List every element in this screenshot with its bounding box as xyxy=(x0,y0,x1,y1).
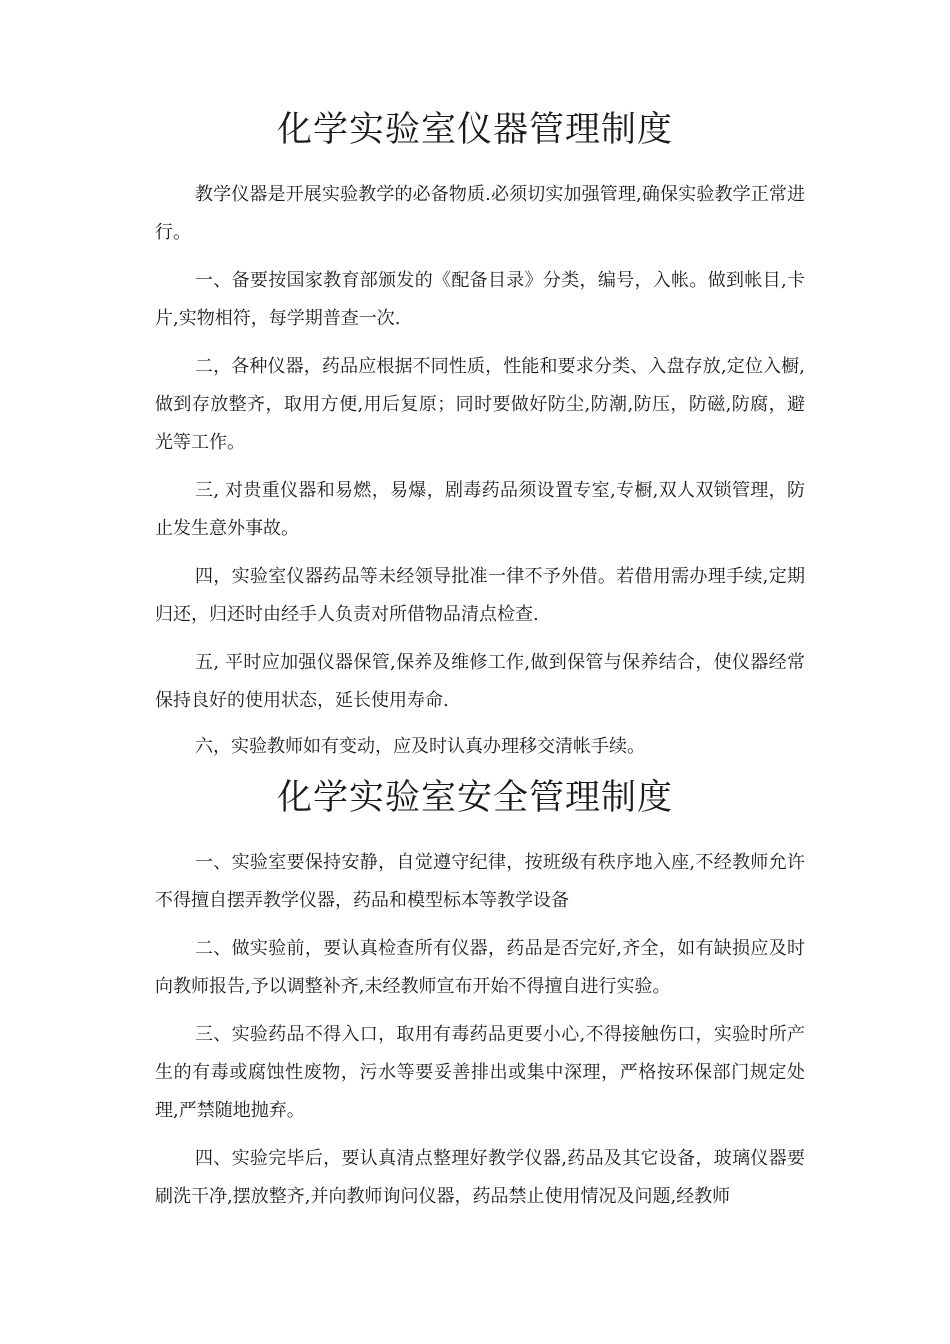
section-1-paragraph-intro: 教学仪器是开展实验教学的必备物质.必须切实加强管理,确保实验教学正常进行。 xyxy=(155,184,805,243)
section-1-paragraph-3: 三, 对贵重仪器和易燃，易爆，剧毒药品须设置专室,专橱,双人双锁管理，防止发生意外事故。 xyxy=(155,480,805,539)
section-2-title: 化学实验室安全管理制度 xyxy=(276,778,673,818)
section-2-paragraph-3: 三、实验药品不得入口，取用有毒药品更要小心,不得接触伤口，实验时所产生的有毒或腐蚀性废物，污水等要妥善排出或集中深理，严格按环保部门规定处理,严禁随地抛弃。 xyxy=(155,1024,805,1121)
section-2-paragraph-2: 二、做实验前，要认真检查所有仪器，药品是否完好,齐全，如有缺损应及时向教师报告,予以调整补齐,未经教师宣布开始不得擅自进行实验。 xyxy=(155,938,805,997)
section-1-paragraph-5: 五, 平时应加强仪器保管,保养及维修工作,做到保管与保养结合，使仪器经常保持良好的使用状态，延长使用寿命. xyxy=(155,652,805,711)
section-1-paragraph-4: 四，实验室仪器药品等未经领导批准一律不予外借。若借用需办理手续,定期归还，归还时由经手人负责对所借物品清点检查. xyxy=(155,566,805,625)
section-2-paragraph-1: 一、实验室要保持安静，自觉遵守纪律，按班级有秩序地入座,不经教师允许不得擅自摆弄教学仪器，药品和模型标本等教学设备 xyxy=(155,852,805,911)
section-1-paragraph-1: 一、备要按国家教育部颁发的《配备目录》分类，编号，入帐。做到帐目,卡片,实物相符，每学期普查一次. xyxy=(155,270,805,329)
section-1-paragraph-6: 六，实验教师如有变动，应及时认真办理移交清帐手续。 xyxy=(195,736,645,757)
section-1-title: 化学实验室仪器管理制度 xyxy=(276,110,673,150)
section-2-paragraph-4: 四、实验完毕后，要认真清点整理好教学仪器,药品及其它设备，玻璃仪器要刷洗干净,摆放整齐,并向教师询问仪器，药品禁止使用情况及问题,经教师 xyxy=(155,1148,805,1207)
section-1-paragraph-2: 二，各种仪器，药品应根据不同性质，性能和要求分类、入盘存放,定位入橱,做到存放整齐，取用方便,用后复原；同时要做好防尘,防潮,防压，防磁,防腐，避光等工作。 xyxy=(155,356,805,453)
